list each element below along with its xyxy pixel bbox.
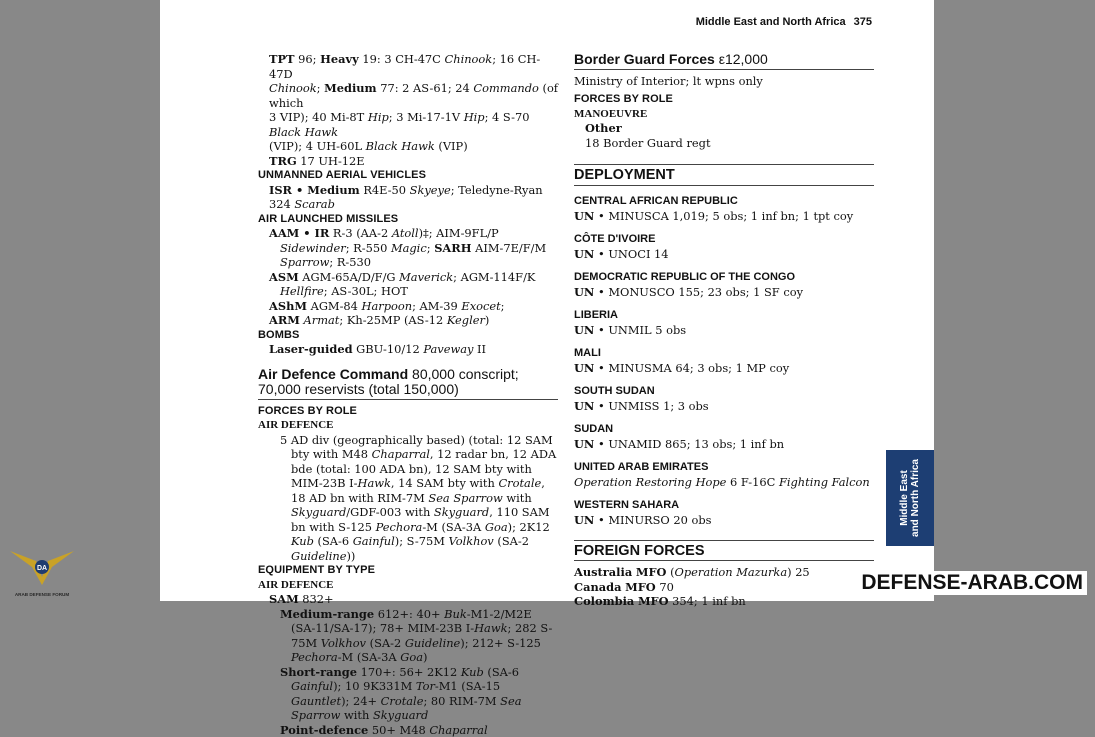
text-run: ; bbox=[501, 299, 505, 313]
entry-line bbox=[258, 723, 558, 737]
text-run: AIR DEFENCE bbox=[258, 579, 333, 591]
text-run: (SA-2 bbox=[366, 636, 405, 650]
deployment-detail bbox=[574, 361, 874, 376]
text-run: 612+: 40+ bbox=[374, 607, 444, 621]
text-run: UN bbox=[574, 247, 594, 261]
text-run: UN bbox=[574, 323, 594, 337]
entry-line bbox=[258, 110, 558, 139]
deployment-heading: DEPLOYMENT bbox=[574, 164, 874, 186]
text-run: (of which bbox=[269, 81, 558, 110]
foreign-force-entry bbox=[574, 594, 874, 609]
entry-line bbox=[258, 328, 558, 343]
foreign-force-entry bbox=[574, 565, 874, 580]
text-run: ; 16 CH-47D bbox=[269, 52, 540, 81]
text-run: Maverick bbox=[399, 270, 453, 284]
text-run: UN bbox=[574, 285, 594, 299]
deployment-location: WESTERN SAHARA bbox=[574, 498, 874, 513]
text-run: Kub bbox=[461, 665, 484, 679]
text-run: MFO bbox=[638, 594, 669, 608]
text-run: Atoll bbox=[392, 226, 419, 240]
text-run: ; AS-30L; HOT bbox=[324, 284, 408, 298]
text-run: UNMANNED AERIAL VEHICLES bbox=[258, 169, 426, 181]
text-run: ASM bbox=[269, 270, 299, 284]
text-run: with bbox=[503, 491, 532, 505]
deployment-detail bbox=[574, 513, 874, 528]
text-run: R4E-50 bbox=[360, 183, 410, 197]
text-run: • MINURSO 20 obs bbox=[594, 513, 711, 527]
text-run: Guideline bbox=[291, 549, 346, 563]
eagle-logo-icon bbox=[6, 537, 78, 589]
text-run: ; 3 Mi-17-1V bbox=[389, 110, 464, 124]
text-run: ( bbox=[666, 565, 674, 579]
text-run: Medium bbox=[324, 81, 376, 95]
foreign-forces-heading: FOREIGN FORCES bbox=[574, 540, 874, 562]
text-run: ; AM-39 bbox=[412, 299, 461, 313]
text-run: ) bbox=[485, 313, 489, 327]
text-run: • UNAMID 865; 13 obs; 1 inf bn bbox=[594, 437, 784, 451]
border-guard-entries bbox=[574, 92, 874, 150]
text-run: ; 282 S-75M bbox=[291, 621, 552, 650]
text-run: 354; 1 inf bn bbox=[669, 594, 746, 608]
text-run: Hawk bbox=[474, 621, 507, 635]
text-run: ) 25 bbox=[787, 565, 810, 579]
text-run: Armat bbox=[304, 313, 340, 327]
text-run: 5 AD div (geographically based) (total: 12 SAM bty with M48 bbox=[280, 433, 553, 462]
text-run: • UNMISS 1; 3 obs bbox=[594, 399, 708, 413]
running-head bbox=[696, 16, 872, 28]
text-run: )) bbox=[346, 549, 355, 563]
deployment-location: SUDAN bbox=[574, 422, 874, 437]
text-run: Crotale bbox=[381, 694, 424, 708]
text-run: AIR LAUNCHED MISSILES bbox=[258, 213, 398, 225]
entry-line bbox=[258, 404, 558, 419]
text-run: Skyguard bbox=[434, 505, 489, 519]
entry-line bbox=[258, 139, 558, 154]
border-guard-title-bold: Border Guard Forces bbox=[574, 51, 715, 67]
text-run: UN bbox=[574, 437, 594, 451]
text-run: 6 F-16C bbox=[726, 475, 779, 489]
text-run: ARM bbox=[269, 313, 300, 327]
text-run: Chaparral bbox=[372, 447, 430, 461]
text-run: Short-range bbox=[280, 665, 357, 679]
running-head-title: Middle East and North Africa bbox=[696, 16, 846, 28]
deployment-detail bbox=[574, 247, 874, 262]
heading-rest: 80,000 conscript; 70,000 reservists (total 150,000) bbox=[258, 366, 519, 398]
side-tab-line2: and North Africa bbox=[910, 459, 921, 537]
text-run: Canada bbox=[574, 580, 621, 594]
deployment-location: DEMOCRATIC REPUBLIC OF THE CONGO bbox=[574, 270, 874, 285]
text-run: Hellfire bbox=[280, 284, 324, 298]
text-run: UN bbox=[574, 399, 594, 413]
text-run: Kegler bbox=[447, 313, 485, 327]
text-run: AGM-65A/D/F/G bbox=[299, 270, 399, 284]
text-run: 96; bbox=[295, 52, 321, 66]
entry-line bbox=[258, 52, 558, 81]
text-run: ); 212+ S-125 bbox=[460, 636, 541, 650]
text-run: (SA-6 bbox=[314, 534, 353, 548]
text-run: Chinook bbox=[445, 52, 493, 66]
deployment-detail bbox=[574, 399, 874, 414]
text-run: Chaparral bbox=[429, 723, 487, 737]
text-run: Gainful bbox=[291, 679, 333, 693]
text-run: 19: 3 CH-47C bbox=[359, 52, 445, 66]
entry-line bbox=[258, 665, 558, 723]
entry-line bbox=[258, 592, 558, 607]
text-run: Laser-guided bbox=[269, 342, 353, 356]
text-run: UN bbox=[574, 209, 594, 223]
text-run: Black Hawk bbox=[269, 125, 338, 139]
text-run: Skyeye bbox=[410, 183, 451, 197]
foreign-force-entry bbox=[574, 580, 874, 595]
side-tab-line1: Middle East bbox=[899, 459, 910, 537]
left-column-entries bbox=[258, 52, 558, 357]
text-run: TPT bbox=[269, 52, 295, 66]
entry-line bbox=[258, 313, 558, 328]
text-run: Volkhov bbox=[449, 534, 494, 548]
text-run: AShM bbox=[269, 299, 307, 313]
text-run: • MINUSCA 1,019; 5 obs; 1 inf bn; 1 tpt coy bbox=[594, 209, 853, 223]
text-run: Other bbox=[585, 121, 622, 135]
text-run: Volkhov bbox=[321, 636, 366, 650]
text-run: Sea Sparrow bbox=[428, 491, 502, 505]
text-run: Black Hawk bbox=[366, 139, 435, 153]
text-run: Scarab bbox=[294, 197, 335, 211]
text-run: ; 80 RIM-7M bbox=[423, 694, 500, 708]
text-run: Buk bbox=[444, 607, 467, 621]
left-column bbox=[258, 52, 558, 737]
text-run: 832+ bbox=[299, 592, 334, 606]
side-tab-label bbox=[899, 459, 921, 537]
text-run: Goa bbox=[400, 650, 423, 664]
text-run: 77: 2 AS-61; 24 bbox=[377, 81, 474, 95]
text-run: , 14 SAM bty with bbox=[391, 476, 499, 490]
text-run: MFO bbox=[625, 580, 656, 594]
entry-line bbox=[258, 418, 558, 433]
deployment-detail bbox=[574, 209, 874, 224]
text-run: 3 VIP); 40 Mi-8T bbox=[269, 110, 368, 124]
text-run: Commando bbox=[473, 81, 538, 95]
deployment-location: CÔTE D'IVOIRE bbox=[574, 232, 874, 247]
entry-line bbox=[258, 226, 558, 270]
right-column bbox=[574, 52, 874, 609]
entry-line bbox=[574, 107, 874, 122]
text-run: • UNMIL 5 obs bbox=[594, 323, 686, 337]
entry-line bbox=[258, 607, 558, 665]
text-run: Crotale bbox=[498, 476, 541, 490]
text-run: R-3 (AA-2 bbox=[329, 226, 392, 240]
entry-line bbox=[258, 154, 558, 169]
entry-line bbox=[258, 168, 558, 183]
deployment-detail bbox=[574, 437, 874, 452]
text-run: Operation Mazurka bbox=[675, 565, 788, 579]
text-run: • UNOCI 14 bbox=[594, 247, 668, 261]
text-run: Heavy bbox=[320, 52, 359, 66]
text-run: FORCES BY ROLE bbox=[258, 405, 357, 417]
text-run: 170+: 56+ 2K12 bbox=[357, 665, 461, 679]
entry-line bbox=[258, 81, 558, 110]
text-run: AIR DEFENCE bbox=[258, 419, 333, 431]
text-run: Australia bbox=[574, 565, 632, 579]
text-run: SAM bbox=[269, 592, 299, 606]
text-run: ; 4 S-70 bbox=[485, 110, 530, 124]
text-run: 50+ M48 bbox=[368, 723, 429, 737]
entry-line bbox=[574, 136, 874, 151]
text-run: ; Teledyne-Ryan 324 bbox=[269, 183, 543, 212]
text-run: EQUIPMENT BY TYPE bbox=[258, 564, 375, 576]
text-run: BOMBS bbox=[258, 329, 299, 341]
page-number: 375 bbox=[854, 16, 872, 28]
text-run: ) bbox=[423, 650, 427, 664]
text-run: ); 24+ bbox=[341, 694, 381, 708]
text-run: ; R-530 bbox=[329, 255, 371, 269]
border-guard-heading bbox=[574, 52, 874, 70]
heading-bold: Air Defence Command bbox=[258, 366, 408, 382]
deployment-location: CENTRAL AFRICAN REPUBLIC bbox=[574, 194, 874, 209]
text-run: Hip bbox=[464, 110, 485, 124]
document-page bbox=[160, 0, 934, 601]
text-run: 70 bbox=[656, 580, 674, 594]
text-run: Skyguard bbox=[373, 708, 428, 722]
deployment-location: MALI bbox=[574, 346, 874, 361]
text-run: TRG bbox=[269, 154, 297, 168]
entry-line bbox=[574, 92, 874, 107]
text-run: • MINUSMA 64; 3 obs; 1 MP coy bbox=[594, 361, 789, 375]
entry-line bbox=[258, 270, 558, 299]
entry-line bbox=[258, 342, 558, 357]
text-run: Hawk bbox=[358, 476, 391, 490]
text-run: Goa bbox=[485, 520, 508, 534]
text-run: )‡; AIM-9FL/P bbox=[419, 226, 499, 240]
forum-logo bbox=[6, 537, 78, 597]
text-run: Kub bbox=[291, 534, 314, 548]
text-run: Fighting Falcon bbox=[779, 475, 870, 489]
text-run: Paveway bbox=[423, 342, 473, 356]
text-run: Magic bbox=[391, 241, 427, 255]
foreign-forces-list bbox=[574, 565, 874, 609]
text-run: MANOEUVRE bbox=[574, 108, 647, 120]
text-run: ); S-75M bbox=[395, 534, 449, 548]
text-run: Exocet bbox=[461, 299, 500, 313]
text-run: (SA-2 bbox=[494, 534, 529, 548]
text-run: ); 2K12 bbox=[508, 520, 550, 534]
text-run: Skyguard bbox=[291, 505, 346, 519]
site-watermark: DEFENSE-ARAB.COM bbox=[857, 571, 1087, 595]
text-run: FORCES BY ROLE bbox=[574, 93, 673, 105]
text-run: ISR • Medium bbox=[269, 183, 360, 197]
logo-caption: ARAB DEFENSE FORUM bbox=[6, 592, 78, 597]
text-run: ; Kh-25MP (AS-12 bbox=[339, 313, 446, 327]
text-run: -M (SA-3A bbox=[338, 650, 401, 664]
section-side-tab[interactable] bbox=[886, 450, 934, 546]
text-run: /GDF-003 with bbox=[346, 505, 434, 519]
text-run: Harpoon bbox=[362, 299, 413, 313]
svg-text:DA: DA bbox=[37, 565, 47, 572]
deployment-detail bbox=[574, 475, 874, 490]
text-run: Sea Sparrow bbox=[291, 694, 522, 723]
entry-line bbox=[258, 212, 558, 227]
text-run: GBU-10/12 bbox=[353, 342, 424, 356]
text-run: , 18 AD bn with RIM-7M bbox=[291, 476, 545, 505]
text-run: SARH bbox=[434, 241, 471, 255]
entry-line bbox=[258, 433, 558, 564]
text-run: ; AGM-114F/K bbox=[453, 270, 535, 284]
text-run: Colombia bbox=[574, 594, 634, 608]
text-run: (VIP); 4 UH-60L bbox=[269, 139, 366, 153]
text-run: • MONUSCO 155; 23 obs; 1 SF coy bbox=[594, 285, 803, 299]
text-run: Pechora bbox=[291, 650, 338, 664]
text-run: ); 10 9K331M bbox=[333, 679, 416, 693]
text-run: Tor bbox=[416, 679, 435, 693]
deployment-location: UNITED ARAB EMIRATES bbox=[574, 460, 874, 475]
text-run: ; bbox=[427, 241, 434, 255]
text-run: Hip bbox=[368, 110, 389, 124]
text-run: AAM • IR bbox=[269, 226, 329, 240]
text-run: AIM-7E/F/M bbox=[471, 241, 546, 255]
text-run: UN bbox=[574, 361, 594, 375]
text-run: Operation Restoring Hope bbox=[574, 475, 726, 489]
text-run: MFO bbox=[636, 565, 667, 579]
text-run: UN bbox=[574, 513, 594, 527]
entry-line bbox=[258, 183, 558, 212]
text-run: , 12 radar bn, 12 ADA bde (total: 100 ADA bn), 12 SAM bty with MIM-23B I- bbox=[291, 447, 556, 490]
deployment-list bbox=[574, 194, 874, 528]
text-run: with bbox=[340, 708, 373, 722]
text-run: (VIP) bbox=[435, 139, 468, 153]
entry-line bbox=[258, 299, 558, 314]
text-run: 18 Border Guard regt bbox=[585, 136, 711, 150]
text-run: Gauntlet bbox=[291, 694, 341, 708]
text-run: 17 UH-12E bbox=[297, 154, 365, 168]
text-run: Sidewinder bbox=[280, 241, 346, 255]
border-guard-title-rest: ε12,000 bbox=[715, 51, 768, 67]
deployment-detail bbox=[574, 285, 874, 300]
text-run: Sparrow bbox=[280, 255, 329, 269]
text-run: -M1 (SA-15 bbox=[435, 679, 500, 693]
text-run: -M (SA-3A bbox=[422, 520, 485, 534]
entry-line bbox=[258, 578, 558, 593]
entry-line bbox=[574, 121, 874, 136]
text-run: AGM-84 bbox=[307, 299, 362, 313]
border-guard-subtitle: Ministry of Interior; lt wpns only bbox=[574, 74, 874, 89]
text-run: II bbox=[473, 342, 486, 356]
deployment-detail bbox=[574, 323, 874, 338]
deployment-location: SOUTH SUDAN bbox=[574, 384, 874, 399]
entry-line bbox=[258, 563, 558, 578]
text-run: Gainful bbox=[353, 534, 395, 548]
text-run: , 110 SAM bn with S-125 bbox=[291, 505, 550, 534]
text-run: Chinook bbox=[269, 81, 317, 95]
text-run: ; bbox=[317, 81, 324, 95]
air-defence-entries bbox=[258, 404, 558, 737]
air-defence-command-heading bbox=[258, 367, 558, 400]
text-run: Guideline bbox=[405, 636, 460, 650]
text-run: Point-defence bbox=[280, 723, 368, 737]
text-run: (SA-6 bbox=[484, 665, 519, 679]
text-run: Pechora bbox=[376, 520, 423, 534]
deployment-location: LIBERIA bbox=[574, 308, 874, 323]
text-run: Medium-range bbox=[280, 607, 374, 621]
text-run: ; R-550 bbox=[346, 241, 391, 255]
text-run: -M1-2/M2E (SA-11/SA-17); 78+ MIM-23B I- bbox=[291, 607, 532, 636]
